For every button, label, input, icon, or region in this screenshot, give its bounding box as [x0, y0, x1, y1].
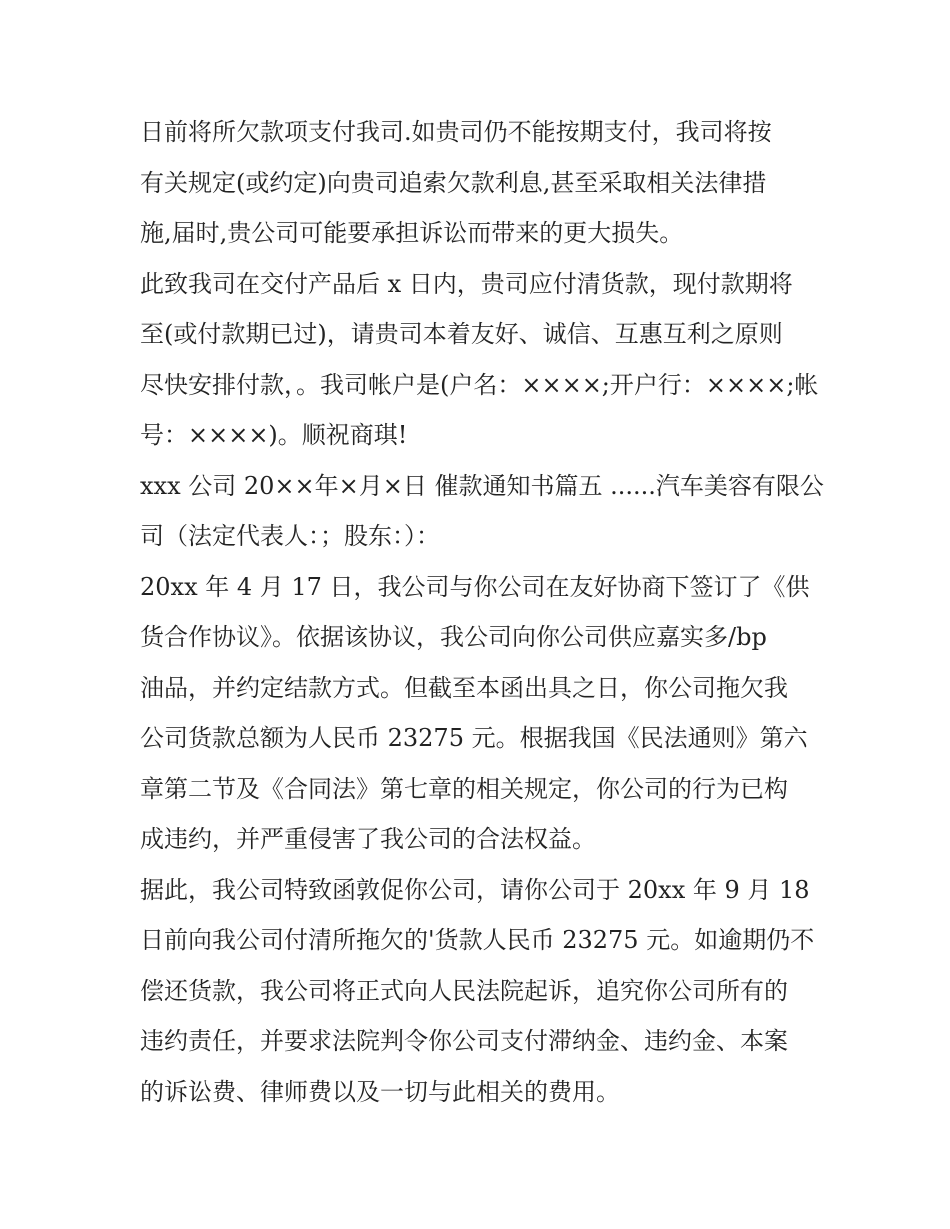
- text-line: 有关规定(或约定)向贵司追索欠款利息,甚至采取相关法律措: [140, 168, 767, 197]
- text-line: 至(或付款期已过)，请贵司本着友好、诚信、互惠互利之原则: [140, 320, 783, 348]
- text-line: 成违约，并严重侵害了我公司的合法权益。: [140, 825, 596, 853]
- text-line: 章第二节及《合同法》第七章的相关规定，你公司的行为已构: [140, 774, 788, 803]
- text-line: 货合作协议》。依据该协议，我公司向你公司供应嘉实多/bp: [140, 623, 767, 651]
- text-line: 油品，并约定结款方式。但截至本函出具之日，你公司拖欠我: [140, 673, 788, 702]
- text-line: 公司货款总额为人民币 23275 元。根据我国《民法通则》第六: [140, 724, 808, 752]
- text-line: 日前向我公司付清所拖欠的'货款人民币 23275 元。如逾期仍不: [140, 926, 815, 954]
- document-body: [140, 107, 824, 1117]
- text-line: 施,届时,贵公司可能要承担诉讼而带来的更大损失。: [140, 219, 684, 247]
- text-line: 司（法定代表人：；股东：）：: [140, 522, 440, 550]
- text-line: 号：××××)。顺祝商琪!: [140, 421, 408, 449]
- text-line: 的诉讼费、律师费以及一切与此相关的费用。: [140, 1077, 620, 1106]
- text-line: 偿还货款，我公司将正式向人民法院起诉，追究你公司所有的: [140, 976, 788, 1005]
- text-line: 据此，我公司特致函敦促你公司，请你公司于 20xx 年 9 月 18: [140, 875, 810, 904]
- text-line: xxx 公司 20××年×月×日 催款通知书篇五 ......汽车美容有限公: [140, 471, 824, 500]
- text-line: 20xx 年 4 月 17 日，我公司与你公司在友好协商下签订了《供: [140, 572, 810, 601]
- text-line: 此致我司在交付产品后 x 日内，贵司应付清货款，现付款期将: [140, 269, 793, 298]
- text-line: 日前将所欠款项支付我司.如贵司仍不能按期支付，我司将按: [140, 118, 772, 146]
- text-line: 违约责任，并要求法院判令你公司支付滞纳金、违约金、本案: [140, 1027, 788, 1055]
- text-line: 尽快安排付款，。我司帐户是(户名：××××;开户行：××××;帐: [140, 370, 819, 399]
